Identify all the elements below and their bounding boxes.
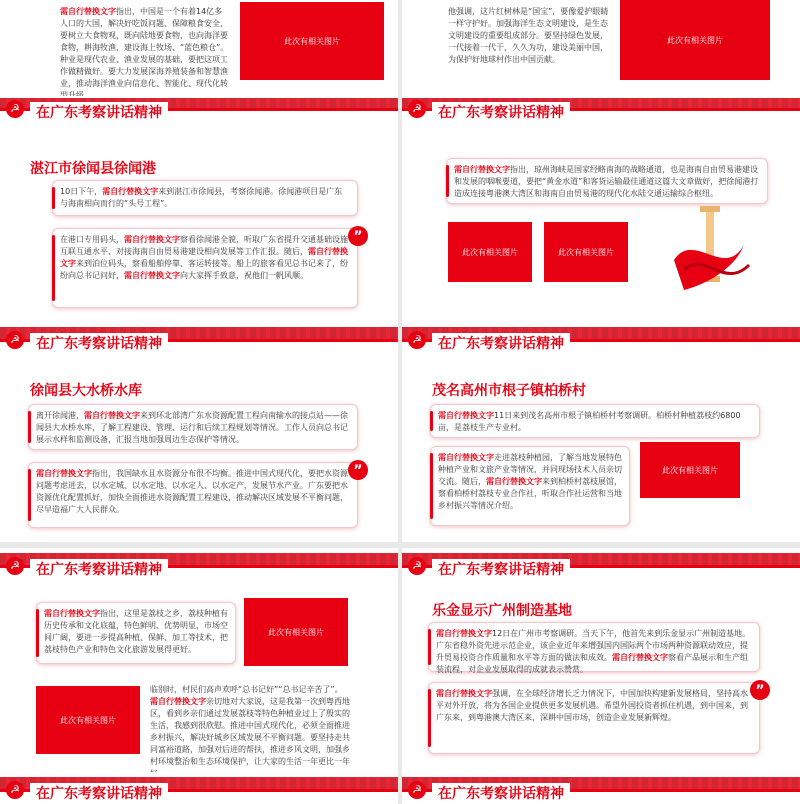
section-title: 在广东考察讲话精神	[432, 102, 570, 122]
image-placeholder: 此次有相关图片	[240, 2, 384, 80]
quote-icon: ”	[348, 460, 368, 480]
section-title: 在广东考察讲话精神	[432, 559, 570, 579]
red-ribbon-icon	[664, 190, 754, 300]
section-title: 在广东考察讲话精神	[432, 333, 570, 353]
section-banner	[402, 322, 800, 354]
section-title: 在广东考察讲话精神	[30, 559, 168, 579]
text-card: 需自行替换文字指出，我国缺水且水资源分布很不均衡。推进中国式现代化，要把水资源问题考虑进去，以水定城、以水定地、以水定人、以水定产，发展节水产业。广东要把水资源优化配置抓好，加快全面推进水资源配置工程建设，推动解决区域发展不平衡问题，尽早造福广大人民群众。	[28, 462, 358, 528]
party-emblem-icon: ☭	[408, 557, 426, 575]
slide-4	[402, 130, 800, 328]
image-placeholder: 此次有相关图片	[544, 222, 628, 282]
text-card: 需自行替换文字指出，琼州海峡是国家经略南海的战略通道，也是海南自由贸易港建设和发展的咽喉要道，要把“黄金水道”和客货运输最佳通道这篇大文章做好，把徐闻港打造成连接粤港澳大湾区和海南自由贸易港的现代化水陆交通运输综合枢纽。	[446, 158, 768, 204]
section-title: 在广东考察讲话精神	[30, 333, 168, 353]
section-banner	[0, 548, 398, 580]
text-card: 在港口专用码头，需自行替换文字察看徐闻港全貌，听取广东省提升交通基础设施互联互通水平、对接海南自由贸易港建设相向发展等工作汇报。随后，需自行替换文字来到泊位码头，察看船舶停靠、客运转接等。船上的旅客看见总书记来了，纷纷向总书记问好，需自行替换文字向大家挥手致意，祝他们一帆风顺。	[52, 228, 358, 308]
image-placeholder: 此次有相关图片	[640, 442, 740, 498]
banner-row-3-right	[402, 322, 800, 356]
slide-5	[0, 356, 398, 542]
quote-icon: ”	[750, 680, 770, 700]
image-placeholder: 此次有相关图片	[448, 222, 532, 282]
banner-row-4-left	[0, 548, 398, 582]
party-emblem-icon: ☭	[6, 557, 24, 575]
text-card: 需自行替换文字指出，这里是荔枝之乡，荔枝种植有历史传承和文化底蕴，特色鲜明、优势明显，市场空间广阔，要进一步提高种植、保鲜、加工等技术，把荔枝特色产业和特色文化旅游发展得更好。	[36, 602, 236, 664]
party-emblem-icon: ☭	[6, 331, 24, 349]
slide-7	[0, 582, 398, 772]
slide-7-text: 临别时，村民们高声欢呼“总书记好”“总书记辛苦了”。需自行替换文字亲切地对大家说，这是我第一次到粤西地区，看到乡亲们通过发展荔枝等特色种植业过上了殷实的生活，我感到很欣慰。推进中国式现代化，必须全面推进乡村振兴，解决好城乡区域发展不平衡问题。要坚持走共同富裕道路，加强对后进的帮扶，推进乡风文明，加强乡村环境整治和生态环境保护，让大家的生活一年更比一年	[150, 685, 350, 766]
section-title: 在广东考察讲话精神	[432, 783, 570, 803]
section-banner	[0, 96, 398, 126]
slide-2-text: 他强调，这片红树林是“国宝”，要像爱护眼睛一样守护好。加强海洋生态文明建设，是生态文明建设的重要组成部分。要坚持绿色发展，一代接着一代干，久久为功，建设美丽中国，为保护好地球村作出中国贡献。	[448, 7, 609, 64]
slide-heading: 茂名高州市根子镇柏桥村	[432, 383, 586, 399]
banner-row-3-left	[0, 322, 398, 356]
slide-8	[402, 582, 800, 772]
text-card: 离开徐闻港，需自行替换文字来到环北部湾广东水资源配置工程向南输水的接点站——徐闻县大水桥水库，了解工程建设、管理、运行和后续工程规划等情况。工作人员向总书记展示水样和监测设备，汇报当地加强周边生态保护等情况。	[28, 404, 358, 450]
banner-row-4-right	[402, 548, 800, 582]
slide-1-text: 需自行替换文字指出，中国是一个有着14亿多人口的大国，解决好吃饭问题、保障粮食安全，要树立大食物观，既向陆地要食物，也向海洋要食物，耕海牧渔，建设海上牧场、“蓝色粮仓”。种业是现代农业、渔业发展的基础，要把这项工作做精做好。要大力发展深海养殖装备和智慧渔业，推动海洋渔业向信息化、智能化、现代化转	[60, 7, 229, 88]
banner-row-5-left	[0, 772, 398, 800]
banner-row-5-right	[402, 772, 800, 800]
text-card: 需自行替换文字11日来到茂名高州市根子镇柏桥村考察调研。柏桥村种植荔枝约6800亩，是荔枝生产专业村。	[430, 404, 760, 438]
image-placeholder: 此次有相关图片	[36, 686, 140, 754]
slide-heading: 乐金显示广州制造基地	[432, 603, 572, 619]
party-emblem-icon: ☭	[6, 100, 24, 118]
quote-icon: ”	[348, 226, 368, 246]
text-card: 10日下午，需自行替换文字来到湛江市徐闻县，考察徐闻港。徐闻港项目是广东与海南相向而行的“头号工程”。	[52, 180, 358, 216]
slide-6	[402, 356, 800, 542]
party-emblem-icon: ☭	[408, 331, 426, 349]
image-placeholder: 此次有相关图片	[244, 598, 348, 666]
image-placeholder: 此次有相关图片	[620, 0, 770, 80]
section-banner	[0, 772, 398, 804]
slide-heading: 湛江市徐闻县徐闻港	[30, 161, 156, 177]
text-card: 需自行替换文字走进荔枝种植园，了解当地发展特色种植产业和文旅产业等情况，并同现场技术人员亲切交流。随后，需自行替换文字来到柏桥村荔枝展馆，察看柏桥村荔枝专业合作社，听取合作社运营和当地乡村振兴等情况介绍。	[430, 446, 630, 526]
section-banner	[402, 96, 800, 126]
section-title: 在广东考察讲话精神	[30, 102, 168, 122]
section-banner	[402, 772, 800, 804]
text-card: 需自行替换文字强调，在全球经济增长乏力情况下，中国加快构建新发展格局，坚持高水平对外开放，将为各国企业提供更多发展机遇。希望外国投资者抓住机遇，到中国来，到广东来，到粤港澳大湾区来，深耕中国市场，创造企业发展新辉煌。	[428, 682, 760, 754]
party-emblem-icon: ☭	[408, 781, 426, 799]
section-banner	[0, 322, 398, 354]
section-banner	[402, 548, 800, 580]
party-emblem-icon: ☭	[6, 781, 24, 799]
slide-heading: 徐闻县大水桥水库	[30, 383, 142, 399]
party-emblem-icon: ☭	[408, 100, 426, 118]
slide-3	[0, 130, 398, 328]
section-title: 在广东考察讲话精神	[30, 783, 168, 803]
text-card: 需自行替换文字12日在广州市考察调研。当天下午，他首先来到乐金显示广州制造基地。广东省稳外资先进示范企业，该企业近年来增强国内国际两个市场两种资源联动效应，提升贸易投资合作质量和水平等方面的做法和成效。需自行替换文字察看产品展示和生产组装流程，对企业发展取得的成就表示赞赏。	[428, 622, 760, 672]
